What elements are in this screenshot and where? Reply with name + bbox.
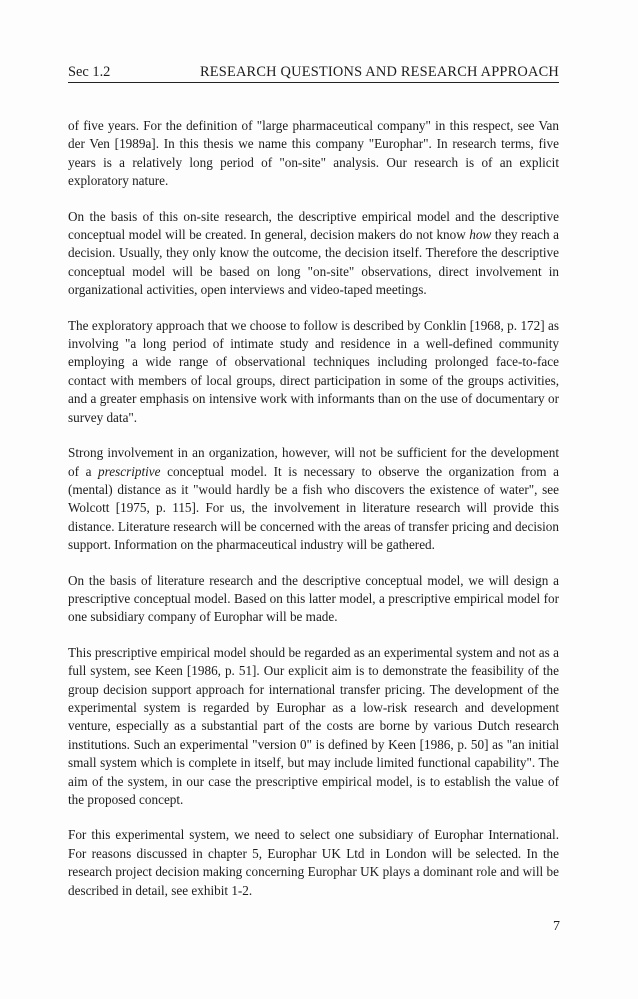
body-text [68, 117, 559, 917]
running-title: RESEARCH QUESTIONS AND RESEARCH APPROACH [199, 64, 559, 80]
paragraph-7: For this experimental system, we need to select one subsidiary of Europhar International. For reasons discussed in chapter 5, Europhar UK Ltd in London will be selected. In the research project decision making concerning Europhar UK plays a dominant role and will be described in detail, see exhibit 1-2. [68, 827, 559, 898]
emphasis-prescriptive: prescriptive [98, 463, 161, 479]
paragraph-4 [68, 444, 559, 554]
paragraph-2 [68, 208, 559, 300]
paragraph-4-part-1: Strong involvement in an organization, however, will not be sufficient for the development of a [68, 445, 559, 479]
page-number: 7 [553, 919, 560, 934]
paragraph-2-part-2: they reach a decision. Usually, they only know the outcome, the decision itself. Therefore the descriptive conceptual model will be based on long "on-site" observations, direct involvement in organizational activities, open interviews and video-taped meetings. [68, 227, 559, 298]
paragraph-1: of five years. For the definition of "large pharmaceutical company" in this respect, see Van der Ven [1989a]. In this thesis we name this company "Europhar". In research terms, five years is a relatively long period of "on-site" analysis. Our research is of an explicit exploratory nature. [68, 118, 559, 189]
running-header [68, 62, 559, 83]
paragraph-3: The exploratory approach that we choose to follow is described by Conklin [1968, p. 172] as involving "a long period of intimate study and residence in a well-defined community employing a wide range of observational techniques including prolonged face-to-face contact with members of local groups, direct participation in some of the groups activities, and a greater emphasis on intensive work with informants than on the use of documentary or survey data". [68, 317, 559, 425]
paragraph-5: On the basis of literature research and the descriptive conceptual model, we will design a prescriptive conceptual model. Based on this latter model, a prescriptive empirical model for one subsidiary company of Europhar will be made. [68, 572, 559, 625]
paragraph-2-part-1: On the basis of this on-site research, the descriptive empirical model and the descriptive conceptual model will be created. In general, decision makers do not know [68, 208, 559, 243]
paragraph-4-part-2: conceptual model. It is necessary to observe the organization from a (mental) distance as it "would hardly be a fish who discovers the existence of water", see Wolcott [1975, p. 115]. For us, the involvement in literature research will provide this distance. Literature research will be concerned with the areas of transfer pricing and decision support. Information on the pharmaceutical industry will be gathered. [68, 463, 559, 553]
paragraph-6: This prescriptive empirical model should be regarded as an experimental system and not as a full system, see Keen [1986, p. 51]. Our explicit aim is to demonstrate the feasibility of the group decision support approach for international transfer pricing. The development of the experimental system is regarded by Europhar as a low-risk research and development venture, especially as a substantial part of the costs are borne by various Dutch research institutions. Such an experimental "version 0" is defined by Keen [1986, p. 50] as "an initial small system which is complete in itself, but may include limited functional capability". The aim of the system, in our case the prescriptive empirical model, is to establish the value of the proposed concept. [68, 644, 559, 807]
emphasis-how: how [469, 227, 492, 243]
section-number: Sec 1.2 [68, 64, 111, 80]
